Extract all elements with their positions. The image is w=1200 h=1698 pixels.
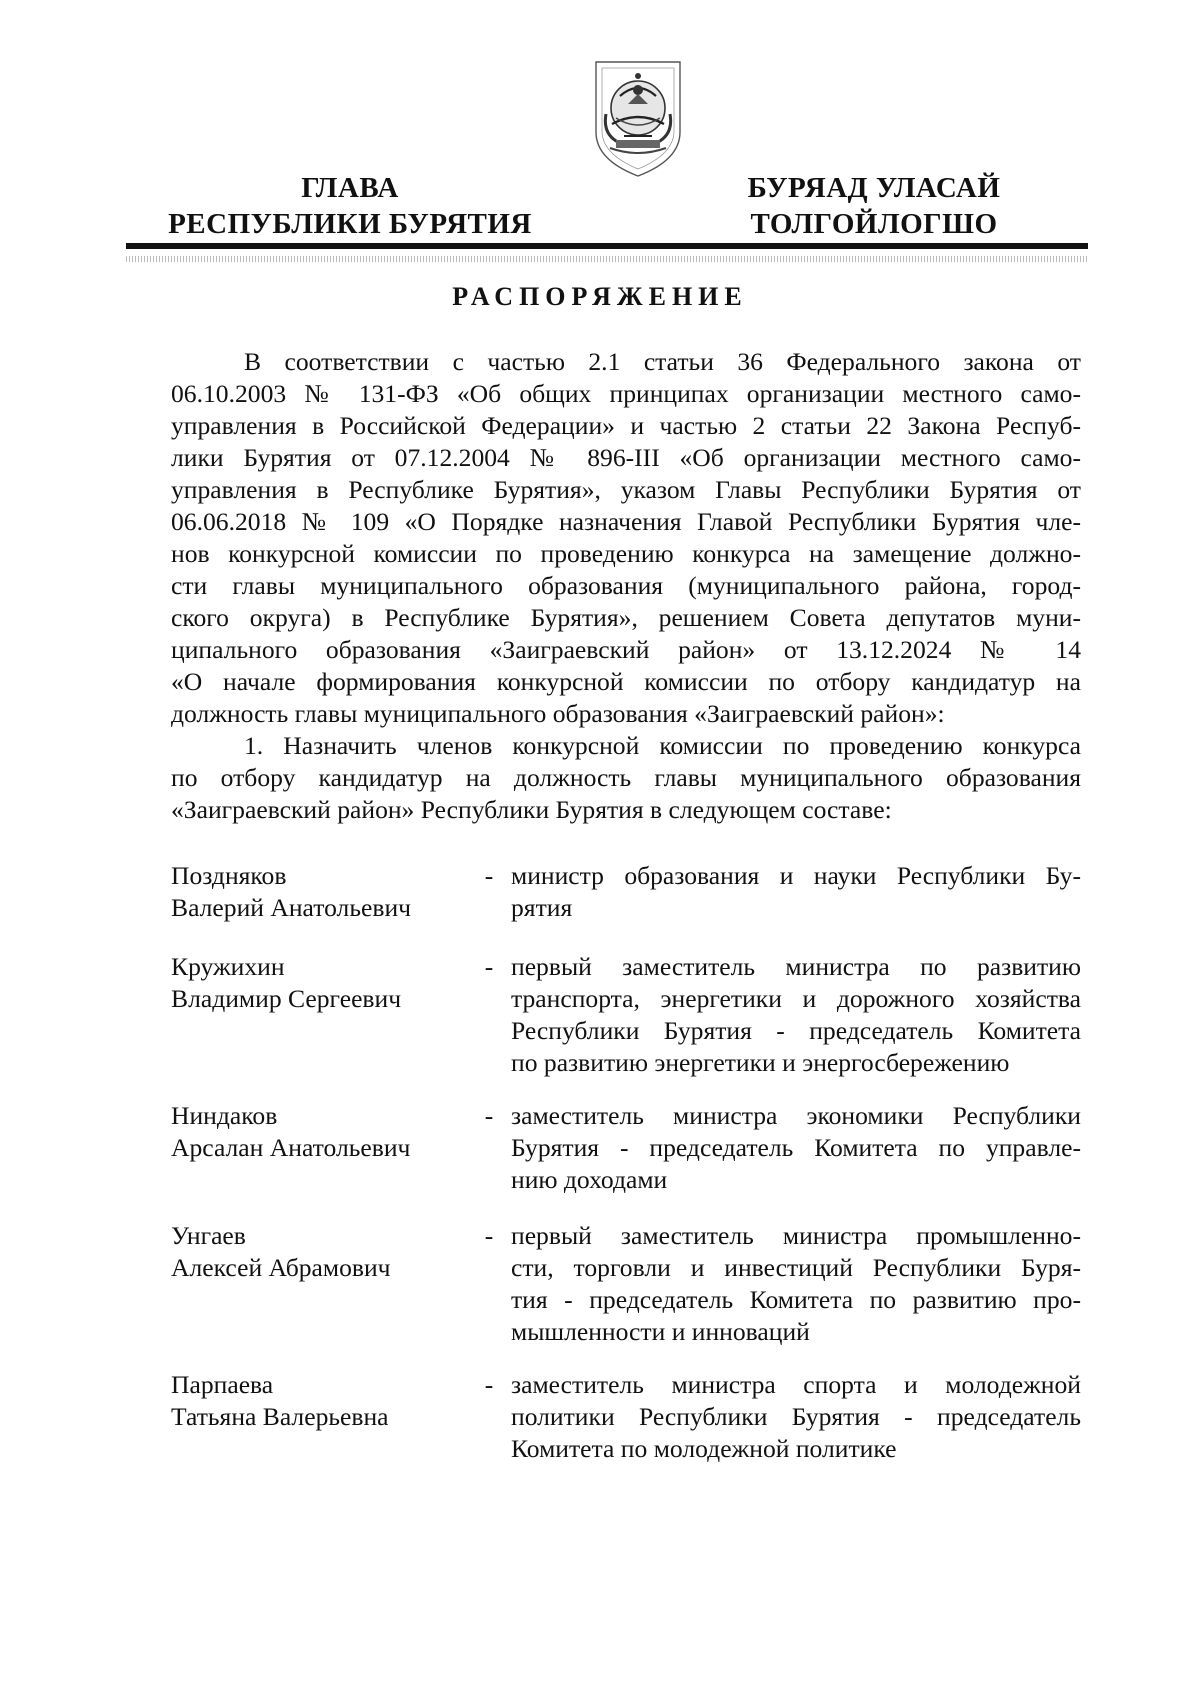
member-surname: Унгаев bbox=[171, 1221, 246, 1250]
member-role bbox=[511, 860, 1081, 924]
member-dash: - bbox=[484, 952, 494, 981]
member-role bbox=[511, 1220, 1081, 1348]
role-line: заместитель министра спорта и молодежной bbox=[511, 1370, 1081, 1399]
issuer-buryat-line-2: ТОЛГОЙЛОГШО bbox=[750, 208, 998, 240]
member-role bbox=[511, 1100, 1081, 1196]
member-dash: - bbox=[484, 1221, 494, 1250]
member-surname: Парпаева bbox=[171, 1370, 274, 1399]
role-line: тия - председатель Комитета по развитию про- bbox=[511, 1285, 1081, 1314]
member-dash: - bbox=[484, 1370, 494, 1399]
role-line: Республики Бурятия - председатель Комитета bbox=[511, 1016, 1081, 1045]
member-dash: - bbox=[484, 861, 494, 890]
member-name bbox=[171, 1220, 471, 1284]
text-line: «О начале формирования конкурсной комиссии по отбору кандидатур на bbox=[171, 667, 1081, 696]
issuer-line-1: ГЛАВА bbox=[301, 172, 399, 204]
member-surname: Кружихин bbox=[171, 952, 285, 981]
member-name bbox=[171, 860, 471, 924]
member-name bbox=[171, 1369, 471, 1433]
text-line: нов конкурсной комиссии по проведению конкурса на замещение должно- bbox=[171, 539, 1081, 568]
text-line: управления в Республике Бурятия», указом Главы Республики Бурятия от bbox=[171, 475, 1081, 504]
text-line: 06.06.2018 № 109 «О Порядке назначения Главой Республики Бурятия чле- bbox=[171, 507, 1081, 536]
role-line: заместитель министра экономики Республики bbox=[511, 1101, 1081, 1130]
member-given-name: Арсалан Анатольевич bbox=[171, 1133, 411, 1162]
text-line: ского округа) в Республике Бурятия», решением Совета депутатов муни- bbox=[171, 603, 1081, 632]
coat-of-arms-icon bbox=[588, 52, 688, 180]
issuer-title-russian bbox=[160, 170, 540, 242]
issuer-buryat-line-1: БУРЯАД УЛАСАЙ bbox=[747, 172, 1001, 204]
text-line: управления в Российской Федерации» и частью 2 статьи 22 Закона Респуб- bbox=[171, 411, 1081, 440]
role-line: политики Республики Бурятия - председатель bbox=[511, 1402, 1081, 1431]
member-role bbox=[511, 951, 1081, 1079]
text-line: В соответствии с частью 2.1 статьи 36 Федерального закона от bbox=[244, 347, 1081, 376]
role-line: рятия bbox=[511, 893, 573, 922]
role-line: по развитию энергетики и энергосбережению bbox=[511, 1048, 1010, 1077]
member-given-name: Алексей Абрамович bbox=[171, 1253, 391, 1282]
role-line: министр образования и науки Республики Бу- bbox=[511, 861, 1081, 890]
member-given-name: Владимир Сергеевич bbox=[171, 984, 402, 1013]
role-line: первый заместитель министра по развитию bbox=[511, 952, 1081, 981]
member-given-name: Валерий Анатольевич bbox=[171, 893, 412, 922]
text-line: по отбору кандидатур на должность главы муниципального образования bbox=[171, 763, 1081, 792]
text-line: ципального образования «Заиграевский район» от 13.12.2024 № 14 bbox=[171, 635, 1081, 664]
member-dash: - bbox=[484, 1101, 494, 1130]
role-line: первый заместитель министра промышленно- bbox=[511, 1221, 1081, 1250]
role-line: нию доходами bbox=[511, 1165, 668, 1194]
header-divider bbox=[126, 243, 1088, 249]
text-line: должность главы муниципального образования «Заиграевский район»: bbox=[171, 699, 945, 728]
text-line: 1. Назначить членов конкурсной комиссии по проведению конкурса bbox=[244, 731, 1081, 760]
text-line: «Заиграевский район» Республики Бурятия в следующем составе: bbox=[171, 795, 892, 824]
issuer-title-buryat bbox=[724, 170, 1024, 242]
role-line: Комитета по молодежной политике bbox=[511, 1434, 897, 1463]
member-name bbox=[171, 951, 471, 1015]
preamble-paragraph bbox=[171, 346, 1081, 730]
issuer-line-2: РЕСПУБЛИКИ БУРЯТИЯ bbox=[168, 208, 532, 240]
text-line: 06.10.2003 № 131-ФЗ «Об общих принципах организации местного само- bbox=[171, 379, 1081, 408]
role-line: мышленности и инноваций bbox=[511, 1317, 810, 1346]
text-line: лики Бурятия от 07.12.2004 № 896-III «Об организации местного само- bbox=[171, 443, 1081, 472]
text-line: сти главы муниципального образования (муниципального района, город- bbox=[171, 571, 1081, 600]
member-surname: Ниндаков bbox=[171, 1101, 278, 1130]
member-given-name: Татьяна Валерьевна bbox=[171, 1402, 389, 1431]
role-line: Бурятия - председатель Комитета по управле- bbox=[511, 1133, 1081, 1162]
role-line: сти, торговли и инвестиций Республики Буря- bbox=[511, 1253, 1081, 1282]
member-name bbox=[171, 1100, 471, 1164]
header-divider-hatched bbox=[126, 256, 1088, 262]
item-1-paragraph bbox=[171, 730, 1081, 826]
document-title: РАСПОРЯЖЕНИЕ bbox=[452, 282, 748, 311]
role-line: транспорта, энергетики и дорожного хозяйства bbox=[511, 984, 1081, 1013]
member-role bbox=[511, 1369, 1081, 1465]
member-surname: Поздняков bbox=[171, 861, 287, 890]
